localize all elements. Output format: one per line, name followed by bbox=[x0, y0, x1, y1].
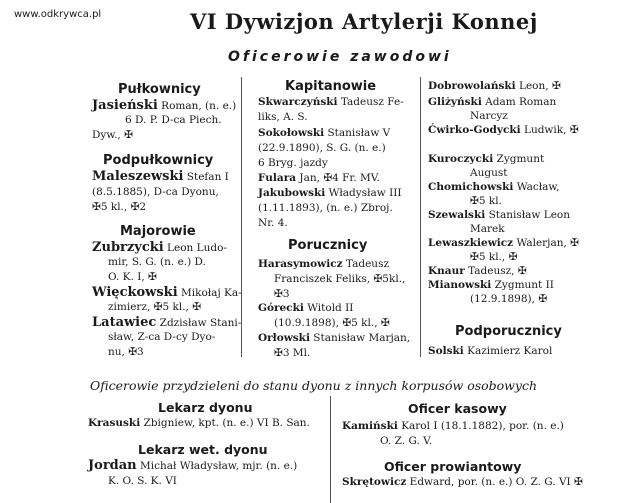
heading-oficer-kasowy: Oficer kasowy bbox=[408, 401, 507, 416]
cross-icon: ✠ bbox=[373, 273, 383, 285]
watermark: www.odkrywca.pl bbox=[14, 9, 102, 20]
cross-icon: ✠ bbox=[551, 80, 561, 92]
entry-jakubowski: Jakubowski Władysław III bbox=[258, 187, 402, 199]
column-divider-1 bbox=[241, 77, 242, 357]
entry-glizynski: Gliżyński Adam Roman bbox=[428, 96, 557, 108]
entry-dobrowolanski: Dobrowolański Leon, ✠ bbox=[428, 80, 561, 92]
entry-krasuski: Krasuski Zbigniew, kpt. (n. e.) VI B. San. bbox=[88, 417, 310, 429]
cross-icon: ✠ bbox=[517, 265, 527, 277]
cross-icon: ✠ bbox=[274, 288, 283, 300]
entry-chomichowski: Chomichowski Wacław, bbox=[428, 181, 560, 193]
entry-latawiec: Latawiec Zdzisław Stani- bbox=[92, 315, 242, 330]
entry-wieckowski: Więckowski Mikołaj Ka- bbox=[92, 285, 242, 300]
entry-skwarczynski: Skwarczyński Tadeusz Fe- bbox=[258, 96, 404, 108]
cross-icon: ✠ bbox=[538, 293, 548, 305]
entry-gorecki: Górecki Witold II bbox=[258, 302, 354, 314]
heading-lekarz-dyonu: Lekarz dyonu bbox=[158, 400, 253, 415]
heading-lekarz-wet-dyonu: Lekarz wet. dyonu bbox=[138, 442, 268, 457]
page-subtitle: Oficerowie zawodowi bbox=[228, 49, 452, 65]
entry-lewaszkiewicz: Lewaszkiewicz Walerjan, ✠ bbox=[428, 237, 579, 249]
entry-maleszewski: Maleszewski Stefan I bbox=[92, 169, 229, 184]
cross-icon: ✠ bbox=[380, 317, 390, 329]
cross-icon: ✠ bbox=[148, 271, 157, 283]
cross-icon: ✠ bbox=[570, 237, 579, 249]
entry-harasymowicz: Harasymowicz Tadeusz bbox=[258, 258, 389, 270]
cross-icon: ✠ bbox=[92, 201, 101, 213]
heading-kapitanowie: Kapitanowie bbox=[285, 79, 377, 94]
entry-kuroczycki: Kuroczycki Zygmunt bbox=[428, 153, 545, 165]
heading-porucznicy: Porucznicy bbox=[288, 238, 368, 253]
cross-icon: ✠ bbox=[508, 251, 518, 263]
cross-icon: ✠ bbox=[153, 301, 163, 313]
cross-icon: ✠ bbox=[470, 195, 479, 207]
entry-solski: Solski Kazimierz Karol bbox=[428, 345, 553, 357]
entry-knaur: Knaur Tadeusz, ✠ bbox=[428, 265, 527, 277]
entry-kaminski: Kamiński Karol I (18.1.1882), por. (n. e.) bbox=[342, 420, 564, 432]
cross-icon: ✠ bbox=[470, 251, 479, 263]
cross-icon: ✠ bbox=[274, 347, 283, 359]
heading-pulkownicy: Pułkownicy bbox=[118, 82, 201, 97]
cross-icon: ✠ bbox=[323, 172, 333, 184]
entry-cwirko-godycki: Ćwirko-Godycki Ludwik, ✠ bbox=[428, 124, 579, 136]
heading-majorowie: Majorowie bbox=[120, 224, 196, 239]
cross-icon: ✠ bbox=[124, 129, 133, 141]
entry-jordan: Jordan Michał Władysław, mjr. (n. e.) bbox=[88, 458, 298, 473]
entry-zubrzycki: Zubrzycki Leon Ludo- bbox=[92, 240, 227, 255]
cross-icon: ✠ bbox=[192, 301, 202, 313]
cross-icon: ✠ bbox=[128, 346, 138, 358]
page-title: VI Dywizjon Artylerji Konnej bbox=[190, 9, 538, 34]
entry-fulara: Fulara Jan, ✠4 Fr. MV. bbox=[258, 172, 380, 184]
column-divider-3 bbox=[330, 396, 331, 503]
heading-podpulkownicy: Podpułkownicy bbox=[103, 153, 214, 168]
heading-podporucznicy: Podporucznicy bbox=[455, 324, 562, 339]
cross-icon: ✠ bbox=[569, 124, 579, 136]
cross-icon: ✠ bbox=[130, 201, 140, 213]
entry-skretowicz: Skrętowicz Edward, por. (n. e.) O. Z. G. VI ✠ bbox=[342, 476, 583, 488]
entry-szewalski: Szewalski Stanisław Leon bbox=[428, 209, 571, 221]
cross-icon: ✠ bbox=[342, 317, 352, 329]
entry-mianowski: Mianowski Zygmunt II bbox=[428, 279, 554, 291]
entry-orlowski: Orłowski Stanisław Marjan, bbox=[258, 332, 411, 344]
entry-jasienski: Jasieński Roman, (n. e.) bbox=[92, 98, 237, 113]
cross-icon: ✠ bbox=[574, 476, 583, 488]
section-heading-attached-officers: Oficerowie przydzieleni do stanu dyonu z innych korpusów osobowych bbox=[90, 378, 537, 393]
heading-oficer-prowiantowy: Oficer prowiantowy bbox=[384, 459, 522, 474]
column-divider-2 bbox=[420, 77, 421, 357]
entry-sokolowski: Sokołowski Stanisław V bbox=[258, 127, 391, 139]
